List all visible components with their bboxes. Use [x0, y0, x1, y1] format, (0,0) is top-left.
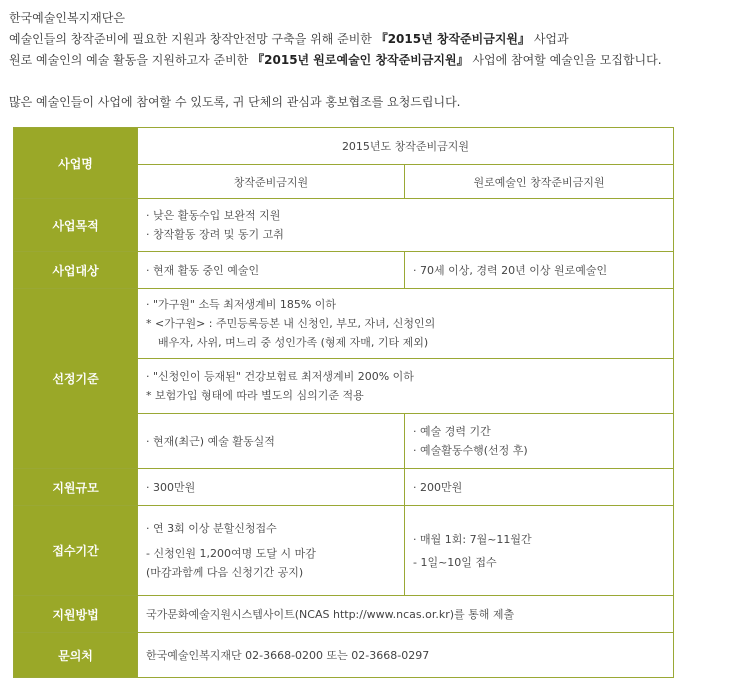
scale-col1: · 300만원 [138, 469, 405, 506]
intro-line-3-post: 사업에 참여할 예술인을 모집합니다. [468, 53, 662, 67]
row-business-name-title [14, 128, 674, 165]
criteria-income-cell [138, 289, 674, 359]
purpose-item: · 낮은 활동수입 보완적 지원 [146, 209, 281, 222]
row-scale [14, 469, 674, 506]
criteria-insurance-item: · "신청인이 등재된" 건강보험료 최저생계비 200% 이하 [146, 370, 414, 383]
label-criteria: 선정기준 [14, 289, 138, 469]
intro-line-4 [9, 92, 744, 113]
intro-line-3 [9, 50, 744, 71]
target-col2: · 70세 이상, 경력 20년 이상 원로예술인 [405, 252, 674, 289]
intro-text [9, 8, 744, 113]
criteria-activity-col1: · 현재(최근) 예술 활동실적 [138, 414, 405, 469]
intro-line-2 [9, 29, 744, 50]
criteria-income-note: * <가구원> : 주민등록등본 내 신청인, 부모, 자녀, 신청인의 [146, 317, 436, 330]
label-period: 접수기간 [14, 506, 138, 596]
intro-line-2-post: 사업과 [530, 32, 569, 46]
contact-text: 한국예술인복지재단 02-3668-0200 또는 02-3668-0297 [138, 633, 674, 678]
criteria-activity-col2 [405, 414, 674, 469]
period-col2 [405, 506, 674, 596]
scale-col2: · 200만원 [405, 469, 674, 506]
label-purpose: 사업목적 [14, 199, 138, 252]
intro-line-1 [9, 8, 744, 29]
target-col1: · 현재 활동 중인 예술인 [138, 252, 405, 289]
intro-line-2-pre: 예술인들의 창작준비에 필요한 지원과 창작안전망 구축을 위해 준비한 [9, 32, 376, 46]
program-info-table [13, 127, 674, 678]
intro-line-4-text: 많은 예술인들이 사업에 참여할 수 있도록, 귀 단체의 관심과 홍보협조를 요청드립니다. [9, 95, 461, 109]
row-purpose [14, 199, 674, 252]
period-item: (마감과함께 다음 신청기간 공지) [146, 566, 304, 579]
purpose-cell [138, 199, 674, 252]
criteria-insurance-note: * 보험가입 형태에 따라 별도의 심의기준 적용 [146, 389, 364, 402]
row-contact [14, 633, 674, 678]
intro-line-3-pre: 원로 예술인의 예술 활동을 지원하고자 준비한 [9, 53, 253, 67]
label-target: 사업대상 [14, 252, 138, 289]
business-name-title: 2015년도 창작준비금지원 [138, 128, 674, 165]
period-item: - 신청인원 1,200여명 도달 시 마감 [146, 547, 316, 560]
row-period [14, 506, 674, 596]
program-name-creative: 『2015년 창작준비금지원』 [375, 32, 531, 46]
program-name-senior: 『2015년 원로예술인 창작준비금지원』 [252, 53, 469, 67]
period-item: · 매월 1회: 7월~11월간 [413, 532, 532, 546]
label-method: 지원방법 [14, 596, 138, 633]
method-text: 국가문화예술지원시스템사이트(NCAS http://www.ncas.or.kr)를 통해 제출 [138, 596, 674, 633]
business-name-col2: 원로예술인 창작준비금지원 [405, 165, 674, 199]
criteria-activity-item: · 예술 경력 기간 [413, 425, 491, 438]
criteria-income-note-cont: 배우자, 사위, 며느리 중 성인가족 (형제 자매, 기타 제외) [158, 336, 429, 349]
business-name-col1: 창작준비금지원 [138, 165, 405, 199]
period-item: - 1일~10일 접수 [413, 555, 497, 569]
period-col1 [138, 506, 405, 596]
intro-line-1-text: 한국예술인복지재단은 [9, 11, 125, 25]
criteria-insurance-cell [138, 359, 674, 414]
row-method [14, 596, 674, 633]
row-target [14, 252, 674, 289]
row-criteria-income [14, 289, 674, 359]
criteria-income-item: · "가구원" 소득 최저생계비 185% 이하 [146, 298, 337, 311]
purpose-item: · 창작활동 장려 및 동기 고취 [146, 228, 284, 241]
label-scale: 지원규모 [14, 469, 138, 506]
label-contact: 문의처 [14, 633, 138, 678]
label-business-name: 사업명 [14, 128, 138, 199]
period-item: · 연 3회 이상 분할신청접수 [146, 522, 277, 535]
criteria-activity-item: · 예술활동수행(선정 후) [413, 444, 528, 457]
